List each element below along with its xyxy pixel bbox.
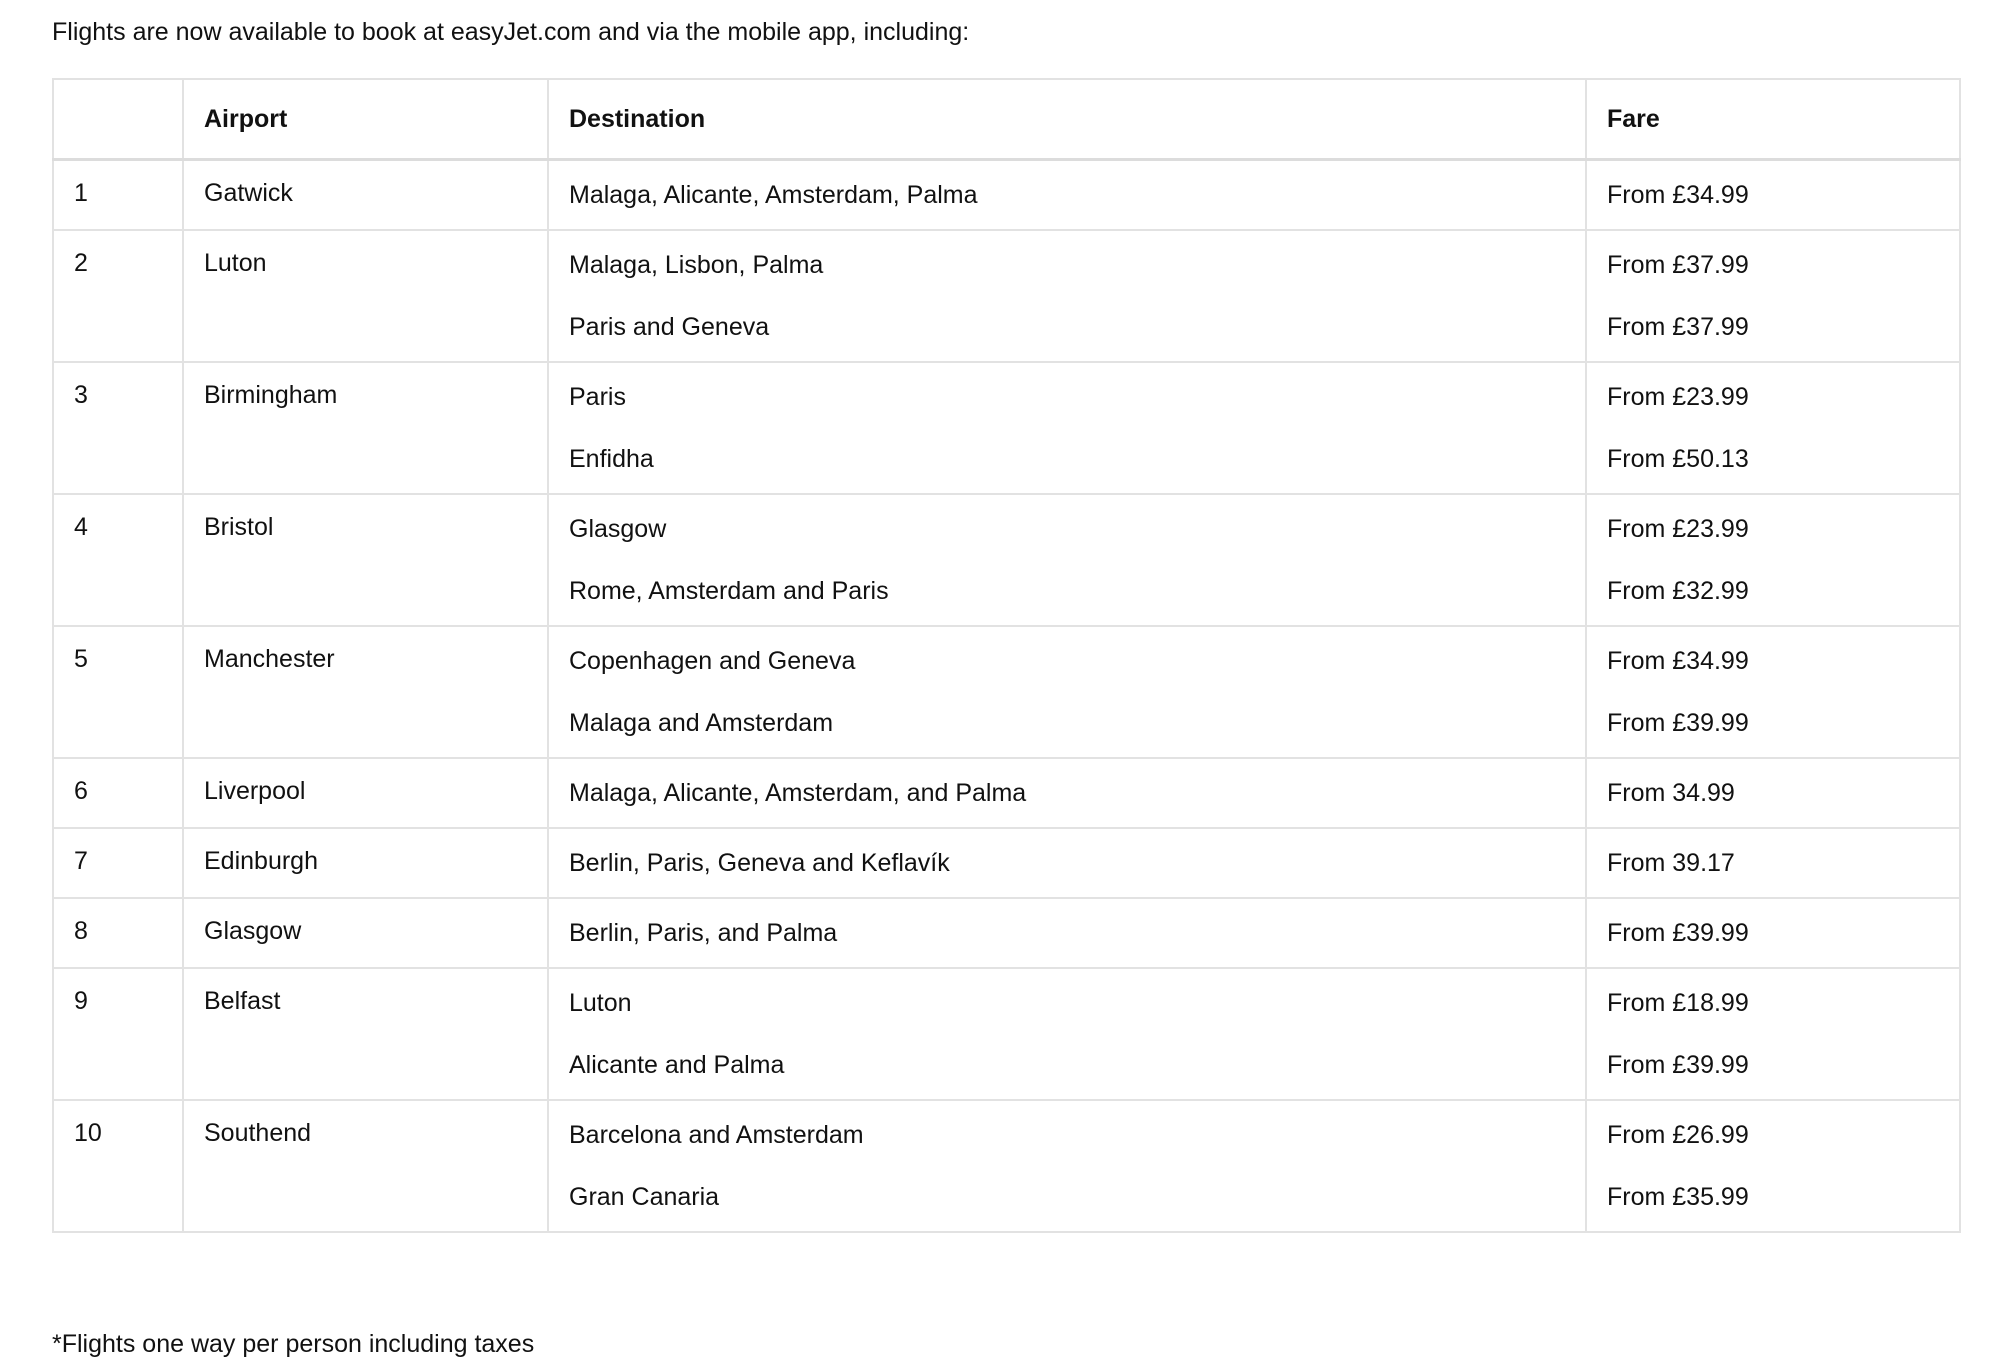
row-number: 4: [53, 494, 183, 626]
row-number: 8: [53, 898, 183, 968]
table-row: [53, 160, 1960, 231]
destination-text: Copenhagen and Geneva: [569, 647, 856, 675]
destination-text: Alicante and Palma: [569, 1051, 785, 1079]
fare-text: From £50.13: [1607, 445, 1749, 473]
row-number: 2: [53, 230, 183, 362]
destination-cell: [548, 1100, 1586, 1232]
fare-cell: [1586, 160, 1960, 231]
fare-text: From 39.17: [1607, 849, 1735, 877]
fare-cell: [1586, 494, 1960, 626]
table-header-row: [53, 79, 1960, 160]
row-number: 6: [53, 758, 183, 828]
row-number: 5: [53, 626, 183, 758]
fare-text: From £32.99: [1607, 577, 1749, 605]
airport-cell: Birmingham: [183, 362, 548, 494]
row-number: 7: [53, 828, 183, 898]
row-number: 10: [53, 1100, 183, 1232]
table-row: [53, 626, 1960, 758]
destination-cell: [548, 758, 1586, 828]
fare-text: From £39.99: [1607, 919, 1749, 947]
destination-text: Malaga, Alicante, Amsterdam, Palma: [569, 181, 978, 209]
table-row: [53, 828, 1960, 898]
table-row: [53, 968, 1960, 1100]
fare-text: From £39.99: [1607, 709, 1749, 737]
destination-text: Glasgow: [569, 515, 667, 543]
airport-cell: Southend: [183, 1100, 548, 1232]
fare-cell: [1586, 362, 1960, 494]
header-airport: Airport: [183, 79, 548, 160]
fare-text: From 34.99: [1607, 779, 1735, 807]
table-body: [53, 160, 1960, 1233]
destination-text: Gran Canaria: [569, 1183, 720, 1211]
fare-text: From £39.99: [1607, 1051, 1749, 1079]
destination-text: Malaga and Amsterdam: [569, 709, 834, 737]
fare-text: From £23.99: [1607, 515, 1749, 543]
row-number: 9: [53, 968, 183, 1100]
airport-cell: Belfast: [183, 968, 548, 1100]
fare-text: From £34.99: [1607, 181, 1749, 209]
destination-text: Berlin, Paris, Geneva and Keflavík: [569, 849, 950, 877]
fare-text: From £23.99: [1607, 383, 1749, 411]
fare-text: From £18.99: [1607, 989, 1749, 1017]
airport-cell: Gatwick: [183, 160, 548, 231]
airport-cell: Edinburgh: [183, 828, 548, 898]
airport-cell: Liverpool: [183, 758, 548, 828]
header-destination: Destination: [548, 79, 1586, 160]
header-fare: Fare: [1586, 79, 1960, 160]
table-row: [53, 362, 1960, 494]
fare-cell: [1586, 898, 1960, 968]
fare-text: From £37.99: [1607, 251, 1749, 279]
table-row: [53, 758, 1960, 828]
destination-text: Malaga, Lisbon, Palma: [569, 251, 824, 279]
destination-cell: [548, 160, 1586, 231]
row-number: 1: [53, 160, 183, 231]
airport-cell: Manchester: [183, 626, 548, 758]
destination-text: Berlin, Paris, and Palma: [569, 919, 838, 947]
destination-text: Luton: [569, 989, 632, 1017]
destination-text: Paris and Geneva: [569, 313, 770, 341]
destination-cell: [548, 828, 1586, 898]
table-row: [53, 494, 1960, 626]
fare-cell: [1586, 626, 1960, 758]
destination-cell: [548, 626, 1586, 758]
destination-cell: [548, 230, 1586, 362]
airport-cell: Glasgow: [183, 898, 548, 968]
destination-cell: [548, 362, 1586, 494]
destination-cell: [548, 494, 1586, 626]
fare-cell: [1586, 1100, 1960, 1232]
fare-text: From £37.99: [1607, 313, 1749, 341]
destination-cell: [548, 898, 1586, 968]
destination-cell: [548, 968, 1586, 1100]
fare-text: From £35.99: [1607, 1183, 1749, 1211]
row-number: 3: [53, 362, 183, 494]
destination-text: Malaga, Alicante, Amsterdam, and Palma: [569, 779, 1027, 807]
fare-cell: [1586, 968, 1960, 1100]
airport-cell: Luton: [183, 230, 548, 362]
table-row: [53, 1100, 1960, 1232]
destination-text: Enfidha: [569, 445, 654, 473]
fare-text: From £26.99: [1607, 1121, 1749, 1149]
fares-table: [52, 78, 1961, 1233]
fare-text: From £34.99: [1607, 647, 1749, 675]
destination-text: Barcelona and Amsterdam: [569, 1121, 864, 1149]
footnote: *Flights one way per person including taxes: [52, 1330, 535, 1358]
fare-cell: [1586, 230, 1960, 362]
fare-cell: [1586, 828, 1960, 898]
fare-cell: [1586, 758, 1960, 828]
table-row: [53, 898, 1960, 968]
airport-cell: Bristol: [183, 494, 548, 626]
header-number: [53, 79, 183, 160]
table-row: [53, 230, 1960, 362]
intro-text: Flights are now available to book at easyJet.com and via the mobile app, including:: [52, 18, 970, 46]
destination-text: Rome, Amsterdam and Paris: [569, 577, 889, 605]
destination-text: Paris: [569, 383, 626, 411]
